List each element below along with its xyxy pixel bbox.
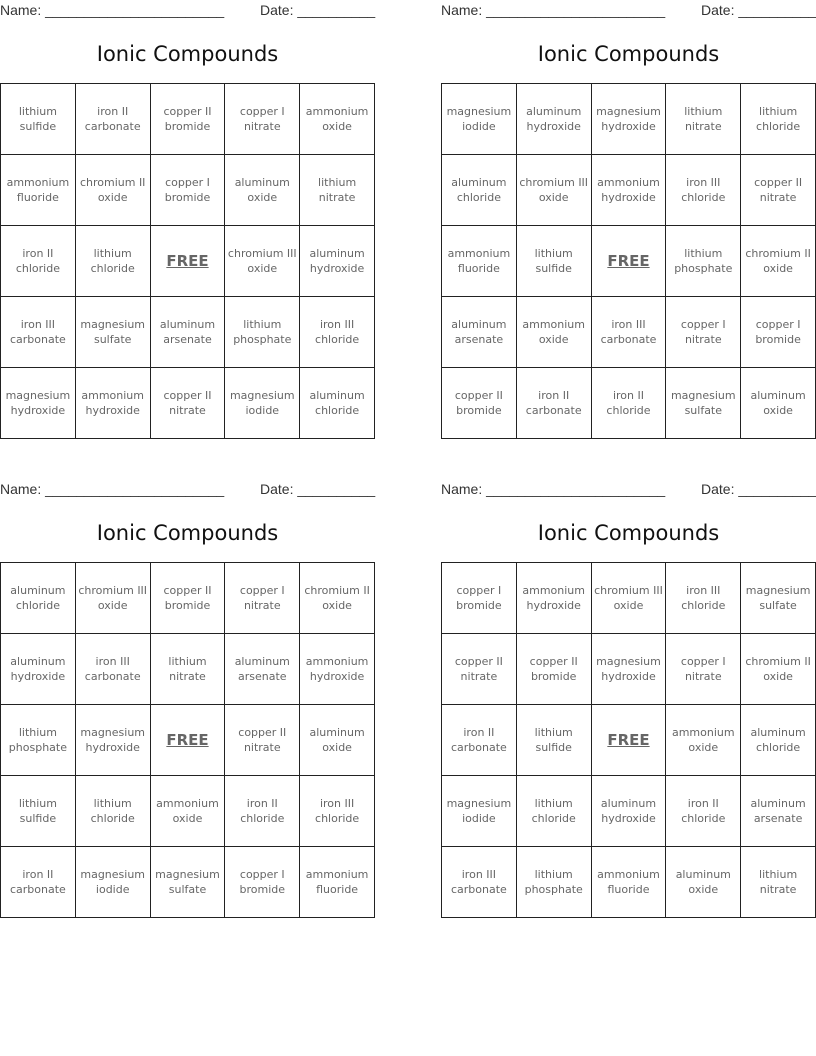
- grid-cell: iron II chloride: [1, 226, 76, 297]
- grid-cell: aluminum oxide: [300, 705, 375, 776]
- grid-cell: copper I nitrate: [666, 297, 741, 368]
- bingo-card-1: [0, 0, 375, 440]
- grid-cell: aluminum hydroxide: [1, 634, 76, 705]
- grid-cell: chromium II oxide: [741, 226, 816, 297]
- card-title: Ionic Compounds: [537, 521, 720, 545]
- grid-cell: magnesium iodide: [442, 776, 517, 847]
- grid-cell: aluminum arsenate: [150, 297, 225, 368]
- grid-cell: iron II carbonate: [516, 368, 591, 439]
- grid-cell: copper I bromide: [225, 847, 300, 918]
- card-title: Ionic Compounds: [96, 521, 279, 545]
- grid-cell: lithium nitrate: [741, 847, 816, 918]
- name-field-label: Name: _______________________: [0, 2, 225, 18]
- bingo-grid: [441, 562, 816, 918]
- grid-cell: lithium nitrate: [300, 155, 375, 226]
- grid-cell: lithium phosphate: [225, 297, 300, 368]
- grid-cell: magnesium hydroxide: [75, 705, 150, 776]
- grid-cell: lithium chloride: [741, 84, 816, 155]
- name-field-label: Name: _______________________: [0, 481, 225, 497]
- grid-cell: iron III carbonate: [1, 297, 76, 368]
- grid-cell: aluminum chloride: [300, 368, 375, 439]
- grid-cell: ammonium fluoride: [300, 847, 375, 918]
- grid-row: [1, 847, 375, 918]
- grid-cell: lithium chloride: [75, 226, 150, 297]
- grid-cell: aluminum oxide: [225, 155, 300, 226]
- grid-cell: iron III chloride: [300, 776, 375, 847]
- grid-cell: iron III chloride: [666, 155, 741, 226]
- grid-row: [1, 297, 375, 368]
- date-field-label: Date: __________: [701, 481, 816, 497]
- grid-cell: aluminum arsenate: [442, 297, 517, 368]
- grid-cell: chromium II oxide: [75, 155, 150, 226]
- grid-cell: chromium III oxide: [516, 155, 591, 226]
- grid-cell: iron II chloride: [225, 776, 300, 847]
- grid-row: [442, 84, 816, 155]
- grid-cell: aluminum hydroxide: [591, 776, 666, 847]
- name-date-row: [0, 479, 375, 499]
- grid-cell: iron II chloride: [666, 776, 741, 847]
- grid-cell: aluminum chloride: [442, 155, 517, 226]
- bingo-card-3: [0, 479, 375, 919]
- card-title: Ionic Compounds: [96, 42, 279, 66]
- grid-cell: ammonium fluoride: [1, 155, 76, 226]
- grid-row: [442, 634, 816, 705]
- grid-cell: aluminum oxide: [741, 368, 816, 439]
- grid-cell: magnesium iodide: [75, 847, 150, 918]
- grid-cell: ammonium oxide: [150, 776, 225, 847]
- grid-cell: lithium phosphate: [1, 705, 76, 776]
- grid-row: [1, 155, 375, 226]
- grid-cell: copper II bromide: [150, 563, 225, 634]
- name-date-row: [441, 479, 816, 499]
- grid-cell: aluminum arsenate: [225, 634, 300, 705]
- grid-cell: magnesium sulfate: [75, 297, 150, 368]
- grid-cell: ammonium hydroxide: [516, 563, 591, 634]
- bingo-grid: [441, 83, 816, 439]
- date-field-label: Date: __________: [701, 2, 816, 18]
- grid-cell: copper II nitrate: [741, 155, 816, 226]
- grid-cell: iron III carbonate: [442, 847, 517, 918]
- bingo-card-4: [441, 479, 816, 919]
- grid-cell: lithium nitrate: [150, 634, 225, 705]
- grid-cell: chromium II oxide: [300, 563, 375, 634]
- grid-cell: iron III carbonate: [591, 297, 666, 368]
- name-field-label: Name: _______________________: [441, 2, 666, 18]
- free-space-cell: FREE: [591, 705, 666, 776]
- grid-cell: ammonium fluoride: [442, 226, 517, 297]
- grid-row: [1, 705, 375, 776]
- grid-row: [442, 776, 816, 847]
- grid-cell: lithium sulfide: [516, 226, 591, 297]
- grid-cell: iron II carbonate: [1, 847, 76, 918]
- grid-row: [442, 226, 816, 297]
- grid-cell: copper I bromide: [741, 297, 816, 368]
- grid-cell: magnesium iodide: [442, 84, 517, 155]
- grid-cell: magnesium sulfate: [666, 368, 741, 439]
- grid-cell: ammonium fluoride: [591, 847, 666, 918]
- grid-cell: magnesium hydroxide: [1, 368, 76, 439]
- grid-row: [442, 563, 816, 634]
- grid-cell: ammonium hydroxide: [591, 155, 666, 226]
- grid-cell: lithium nitrate: [666, 84, 741, 155]
- grid-row: [1, 368, 375, 439]
- card-title: Ionic Compounds: [537, 42, 720, 66]
- grid-cell: chromium III oxide: [75, 563, 150, 634]
- grid-cell: aluminum chloride: [1, 563, 76, 634]
- bingo-grid: [0, 83, 375, 439]
- free-space-cell: FREE: [150, 705, 225, 776]
- grid-cell: copper II nitrate: [150, 368, 225, 439]
- grid-cell: chromium III oxide: [225, 226, 300, 297]
- grid-cell: magnesium iodide: [225, 368, 300, 439]
- grid-cell: magnesium sulfate: [741, 563, 816, 634]
- name-date-row: [441, 0, 816, 20]
- grid-cell: ammonium hydroxide: [300, 634, 375, 705]
- grid-cell: iron II carbonate: [75, 84, 150, 155]
- grid-row: [442, 155, 816, 226]
- grid-cell: copper II nitrate: [442, 634, 517, 705]
- grid-cell: copper I nitrate: [225, 84, 300, 155]
- grid-cell: lithium chloride: [516, 776, 591, 847]
- grid-cell: copper I nitrate: [666, 634, 741, 705]
- grid-row: [442, 847, 816, 918]
- grid-cell: copper I bromide: [442, 563, 517, 634]
- grid-cell: aluminum chloride: [741, 705, 816, 776]
- grid-cell: magnesium hydroxide: [591, 84, 666, 155]
- grid-cell: lithium sulfide: [516, 705, 591, 776]
- grid-row: [442, 368, 816, 439]
- grid-cell: lithium sulfide: [1, 776, 76, 847]
- grid-cell: copper I bromide: [150, 155, 225, 226]
- grid-cell: copper II bromide: [150, 84, 225, 155]
- grid-cell: iron III chloride: [300, 297, 375, 368]
- bingo-card-2: [441, 0, 816, 440]
- grid-cell: aluminum hydroxide: [516, 84, 591, 155]
- grid-row: [1, 84, 375, 155]
- grid-cell: chromium II oxide: [741, 634, 816, 705]
- grid-cell: copper II bromide: [442, 368, 517, 439]
- grid-cell: copper I nitrate: [225, 563, 300, 634]
- grid-row: [1, 776, 375, 847]
- grid-cell: copper II bromide: [516, 634, 591, 705]
- grid-cell: aluminum oxide: [666, 847, 741, 918]
- grid-cell: ammonium oxide: [300, 84, 375, 155]
- grid-cell: lithium sulfide: [1, 84, 76, 155]
- grid-row: [1, 226, 375, 297]
- date-field-label: Date: __________: [260, 481, 376, 497]
- grid-cell: lithium phosphate: [666, 226, 741, 297]
- grid-cell: aluminum hydroxide: [300, 226, 375, 297]
- date-field-label: Date: __________: [260, 2, 376, 18]
- grid-cell: iron II chloride: [591, 368, 666, 439]
- grid-cell: magnesium sulfate: [150, 847, 225, 918]
- name-field-label: Name: _______________________: [441, 481, 666, 497]
- grid-cell: lithium chloride: [75, 776, 150, 847]
- grid-cell: chromium III oxide: [591, 563, 666, 634]
- free-space-cell: FREE: [150, 226, 225, 297]
- grid-cell: lithium phosphate: [516, 847, 591, 918]
- grid-cell: iron III chloride: [666, 563, 741, 634]
- grid-cell: ammonium oxide: [666, 705, 741, 776]
- grid-cell: ammonium oxide: [516, 297, 591, 368]
- grid-cell: aluminum arsenate: [741, 776, 816, 847]
- grid-row: [1, 634, 375, 705]
- grid-cell: iron II carbonate: [442, 705, 517, 776]
- grid-cell: iron III carbonate: [75, 634, 150, 705]
- grid-cell: magnesium hydroxide: [591, 634, 666, 705]
- grid-cell: ammonium hydroxide: [75, 368, 150, 439]
- grid-row: [442, 705, 816, 776]
- name-date-row: [0, 0, 375, 20]
- grid-row: [1, 563, 375, 634]
- bingo-grid: [0, 562, 375, 918]
- grid-cell: copper II nitrate: [225, 705, 300, 776]
- grid-row: [442, 297, 816, 368]
- free-space-cell: FREE: [591, 226, 666, 297]
